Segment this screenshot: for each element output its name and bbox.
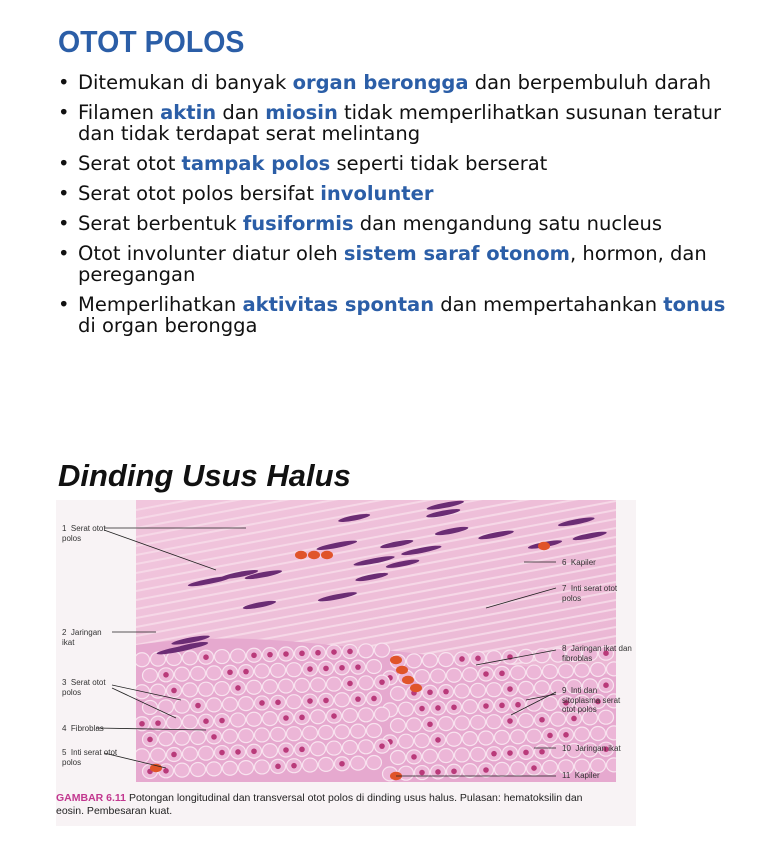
transverse-cell [439, 653, 454, 667]
transverse-cell [511, 666, 526, 680]
round-nucleus [323, 666, 329, 672]
red-blood-cell [321, 551, 333, 559]
round-nucleus [275, 764, 281, 770]
round-nucleus [315, 650, 321, 656]
bullet-text: Serat berbentuk [78, 212, 243, 235]
transverse-cell [151, 652, 166, 666]
round-nucleus [267, 652, 273, 658]
transverse-cell [271, 663, 286, 677]
section-subtitle: Dinding Usus Halus [58, 458, 351, 493]
red-blood-cell [410, 684, 422, 692]
round-nucleus [251, 652, 257, 658]
round-nucleus [371, 696, 377, 702]
label-10: 10 Jaringan ikat [562, 744, 621, 753]
round-nucleus [299, 747, 305, 753]
bullet-item [56, 294, 746, 336]
transverse-cell [287, 663, 302, 677]
transverse-cell [263, 744, 278, 758]
transverse-cell [607, 726, 622, 740]
red-blood-cell [295, 551, 307, 559]
label-4: 4 Fibroblas [62, 724, 104, 733]
transverse-cell [351, 724, 366, 738]
transverse-cell [223, 697, 238, 711]
bullet-text: seperti tidak berserat [330, 152, 548, 175]
transverse-cell [335, 725, 350, 739]
bullet-item [56, 183, 746, 204]
round-nucleus [155, 720, 161, 726]
transverse-cell [471, 747, 486, 761]
round-nucleus [307, 698, 313, 704]
transverse-cell [511, 730, 526, 744]
transverse-cell [359, 708, 374, 722]
bullet-text: dan [216, 101, 266, 124]
transverse-cell [279, 679, 294, 693]
transverse-cell [607, 758, 622, 772]
round-nucleus [435, 705, 441, 711]
transverse-cell [143, 668, 158, 682]
transverse-cell [479, 731, 494, 745]
transverse-cell [575, 727, 590, 741]
round-nucleus [219, 718, 225, 724]
transverse-cell [351, 756, 366, 770]
histology-image [56, 500, 636, 826]
transverse-cell [183, 651, 198, 665]
transverse-cell [303, 726, 318, 740]
round-nucleus [299, 651, 305, 657]
bullet-item [56, 213, 746, 234]
label-5: 5 Inti serat otot polos [62, 748, 118, 767]
round-nucleus [531, 765, 537, 771]
bullet-item [56, 102, 746, 144]
transverse-cell [399, 702, 414, 716]
transverse-cell [327, 741, 342, 755]
histology-figure [56, 500, 636, 826]
red-blood-cell [150, 764, 162, 772]
highlight-term: miosin [265, 101, 338, 124]
bullet-item [56, 72, 746, 93]
bullet-text: Otot involunter diatur oleh [78, 242, 344, 265]
highlight-term: tonus [663, 293, 726, 316]
transverse-cell [535, 649, 550, 663]
round-nucleus [339, 761, 345, 767]
red-blood-cell [538, 542, 550, 550]
transverse-cell [199, 746, 214, 760]
highlight-term: aktivitas spontan [242, 293, 435, 316]
red-blood-cell [402, 676, 414, 684]
label-2: 2 Jaringan ikat [62, 628, 102, 647]
transverse-cell [463, 668, 478, 682]
bullet-text: , hormon, dan peregangan [78, 242, 707, 286]
round-nucleus [539, 717, 545, 723]
label-3: 3 Serat otot polos [62, 678, 106, 697]
highlight-term: aktin [160, 101, 217, 124]
round-nucleus [507, 718, 513, 724]
round-nucleus [195, 703, 201, 709]
transverse-cell [559, 664, 574, 678]
transverse-cell [519, 713, 534, 727]
transverse-cell [359, 644, 374, 658]
transverse-cell [535, 681, 550, 695]
transverse-cell [247, 680, 262, 694]
round-nucleus [171, 688, 177, 694]
bullet-text: Serat otot polos bersifat [78, 182, 321, 205]
label-11: 11 Kapiler [562, 771, 600, 780]
bullet-text: dan mempertahankan [434, 293, 664, 316]
transverse-cell [183, 683, 198, 697]
transverse-cell [407, 654, 422, 668]
transverse-cell [527, 665, 542, 679]
transverse-cell [359, 676, 374, 690]
round-nucleus [411, 754, 417, 760]
transverse-cell [151, 748, 166, 762]
bullet-list [56, 72, 746, 345]
transverse-cell [367, 755, 382, 769]
transverse-cell [143, 700, 158, 714]
transverse-cell [367, 659, 382, 673]
round-nucleus [347, 649, 353, 655]
transverse-cell [455, 684, 470, 698]
highlight-term: fusiformis [242, 212, 354, 235]
transverse-cell [175, 731, 190, 745]
transverse-cell [223, 729, 238, 743]
transverse-cell [543, 696, 558, 710]
round-nucleus [299, 715, 305, 721]
transverse-cell [191, 763, 206, 777]
transverse-cell [247, 712, 262, 726]
transverse-cell [159, 732, 174, 746]
transverse-cell [199, 682, 214, 696]
transverse-cell [327, 677, 342, 691]
label-6: 6 Kapiler [562, 558, 596, 567]
transverse-cell [263, 680, 278, 694]
bullet-text: Ditemukan di banyak [78, 71, 293, 94]
transverse-cell [455, 716, 470, 730]
highlight-term: organ berongga [292, 71, 469, 94]
round-nucleus [323, 698, 329, 704]
transverse-cell [391, 719, 406, 733]
round-nucleus [307, 666, 313, 672]
round-nucleus [243, 669, 249, 675]
highlight-term: tampak polos [181, 152, 331, 175]
round-nucleus [219, 750, 225, 756]
transverse-cell [287, 695, 302, 709]
transverse-cell [303, 758, 318, 772]
bullet-item [56, 153, 746, 174]
transverse-cell [231, 649, 246, 663]
highlight-term: sistem saraf otonom [343, 242, 570, 265]
transverse-cell [543, 664, 558, 678]
round-nucleus [435, 737, 441, 743]
round-nucleus [443, 689, 449, 695]
round-nucleus [435, 769, 441, 775]
round-nucleus [451, 704, 457, 710]
red-blood-cell [396, 666, 408, 674]
round-nucleus [347, 681, 353, 687]
round-nucleus [571, 716, 577, 722]
round-nucleus [211, 734, 217, 740]
transverse-cell [311, 742, 326, 756]
caption-text: Potongan longitudinal dan transversal otot polos di dinding usus halus. Pulasan: hematoksilin dan eosin. Pembesaran kuat. [56, 792, 583, 817]
transverse-cell [471, 683, 486, 697]
transverse-cell [175, 667, 190, 681]
round-nucleus [475, 656, 481, 662]
bullet-text: Memperlihatkan [78, 293, 243, 316]
transverse-cell [407, 718, 422, 732]
transverse-cell [375, 707, 390, 721]
transverse-cell [511, 762, 526, 776]
label-1: 1 Serat otot polos [62, 524, 106, 543]
round-nucleus [259, 700, 265, 706]
transverse-cell [359, 740, 374, 754]
transverse-cell [183, 715, 198, 729]
transverse-cell [415, 734, 430, 748]
transverse-cell [463, 700, 478, 714]
transverse-cell [319, 757, 334, 771]
transverse-cell [527, 729, 542, 743]
transverse-cell [471, 715, 486, 729]
round-nucleus [459, 656, 465, 662]
transverse-cell [255, 760, 270, 774]
transverse-cell [543, 760, 558, 774]
transverse-cell [335, 693, 350, 707]
transverse-cell [399, 734, 414, 748]
transverse-cell [255, 728, 270, 742]
round-nucleus [451, 768, 457, 774]
transverse-cell [207, 762, 222, 776]
transverse-cell [447, 668, 462, 682]
round-nucleus [235, 749, 241, 755]
round-nucleus [171, 752, 177, 758]
transverse-cell [455, 748, 470, 762]
red-blood-cell [308, 551, 320, 559]
round-nucleus [483, 767, 489, 773]
transverse-cell [191, 667, 206, 681]
transverse-cell [343, 740, 358, 754]
transverse-cell [191, 731, 206, 745]
round-nucleus [251, 748, 257, 754]
bullet-text: tidak memperlihatkan susunan teratur dan tidak terdapat serat melintang [78, 101, 722, 145]
transverse-cell [207, 666, 222, 680]
round-nucleus [235, 685, 241, 691]
round-nucleus [163, 768, 169, 774]
round-nucleus [499, 671, 505, 677]
slide-title: OTOT POLOS [58, 24, 245, 59]
bullet-text: dan mengandung satu nucleus [353, 212, 663, 235]
round-nucleus [291, 763, 297, 769]
transverse-cell [215, 682, 230, 696]
transverse-cell [271, 727, 286, 741]
transverse-cell [287, 727, 302, 741]
round-nucleus [499, 703, 505, 709]
transverse-cell [231, 713, 246, 727]
transverse-cell [311, 710, 326, 724]
transverse-cell [215, 650, 230, 664]
transverse-cell [223, 761, 238, 775]
round-nucleus [203, 654, 209, 660]
round-nucleus [419, 770, 425, 776]
transverse-cell [415, 670, 430, 684]
transverse-cell [591, 663, 606, 677]
bullet-item [56, 243, 746, 285]
round-nucleus [163, 672, 169, 678]
bullet-text: di organ berongga [78, 314, 258, 337]
transverse-cell [423, 749, 438, 763]
label-7: 7 Inti serat otot polos [562, 584, 618, 603]
transverse-cell [375, 643, 390, 657]
round-nucleus [419, 706, 425, 712]
transverse-cell [495, 762, 510, 776]
transverse-cell [159, 700, 174, 714]
transverse-cell [575, 663, 590, 677]
transverse-cell [463, 764, 478, 778]
transverse-cell [367, 723, 382, 737]
caption-label: GAMBAR 6.11 [56, 792, 127, 804]
transverse-cell [391, 751, 406, 765]
round-nucleus [379, 743, 385, 749]
transverse-cell [311, 678, 326, 692]
transverse-cell [207, 698, 222, 712]
transverse-cell [487, 683, 502, 697]
round-nucleus [563, 732, 569, 738]
round-nucleus [283, 715, 289, 721]
round-nucleus [339, 665, 345, 671]
round-nucleus [483, 703, 489, 709]
round-nucleus [275, 700, 281, 706]
bullet-text: Filamen [78, 101, 161, 124]
transverse-cell [463, 732, 478, 746]
highlight-term: involunter [320, 182, 434, 205]
round-nucleus [483, 671, 489, 677]
round-nucleus [507, 750, 513, 756]
transverse-cell [135, 653, 150, 667]
label-8: 8 Jaringan ikat dan fibroblas [562, 644, 632, 663]
transverse-cell [239, 729, 254, 743]
bullet-text: dan berpembuluh darah [468, 71, 712, 94]
transverse-cell [263, 712, 278, 726]
transverse-cell [447, 732, 462, 746]
transverse-cell [295, 678, 310, 692]
transverse-cell [183, 747, 198, 761]
round-nucleus [355, 696, 361, 702]
round-nucleus [355, 664, 361, 670]
round-nucleus [227, 669, 233, 675]
round-nucleus [283, 747, 289, 753]
transverse-cell [391, 687, 406, 701]
transverse-cell [439, 749, 454, 763]
round-nucleus [147, 737, 153, 743]
transverse-cell [487, 715, 502, 729]
label-9: 9 Inti dan sitoplasma serat otot polos [562, 686, 621, 714]
round-nucleus [139, 721, 145, 727]
round-nucleus [491, 751, 497, 757]
transverse-cell [255, 664, 270, 678]
transverse-cell [239, 761, 254, 775]
round-nucleus [331, 713, 337, 719]
round-nucleus [507, 686, 513, 692]
bullet-text: Serat otot [78, 152, 182, 175]
round-nucleus [427, 689, 433, 695]
round-nucleus [379, 679, 385, 685]
transverse-cell [319, 725, 334, 739]
transverse-cell [439, 717, 454, 731]
round-nucleus [283, 651, 289, 657]
figure-caption [56, 792, 596, 817]
transverse-cell [607, 662, 622, 676]
round-nucleus [523, 750, 529, 756]
transverse-cell [591, 727, 606, 741]
transverse-cell [239, 697, 254, 711]
transverse-cell [343, 708, 358, 722]
round-nucleus [515, 702, 521, 708]
transverse-cell [431, 669, 446, 683]
round-nucleus [427, 721, 433, 727]
round-nucleus [547, 733, 553, 739]
round-nucleus [539, 749, 545, 755]
transverse-cell [175, 763, 190, 777]
transverse-cell [495, 730, 510, 744]
transverse-cell [423, 653, 438, 667]
round-nucleus [203, 718, 209, 724]
red-blood-cell [390, 656, 402, 664]
round-nucleus [331, 649, 337, 655]
transverse-cell [175, 699, 190, 713]
transverse-cell [167, 715, 182, 729]
transverse-cell [519, 681, 534, 695]
